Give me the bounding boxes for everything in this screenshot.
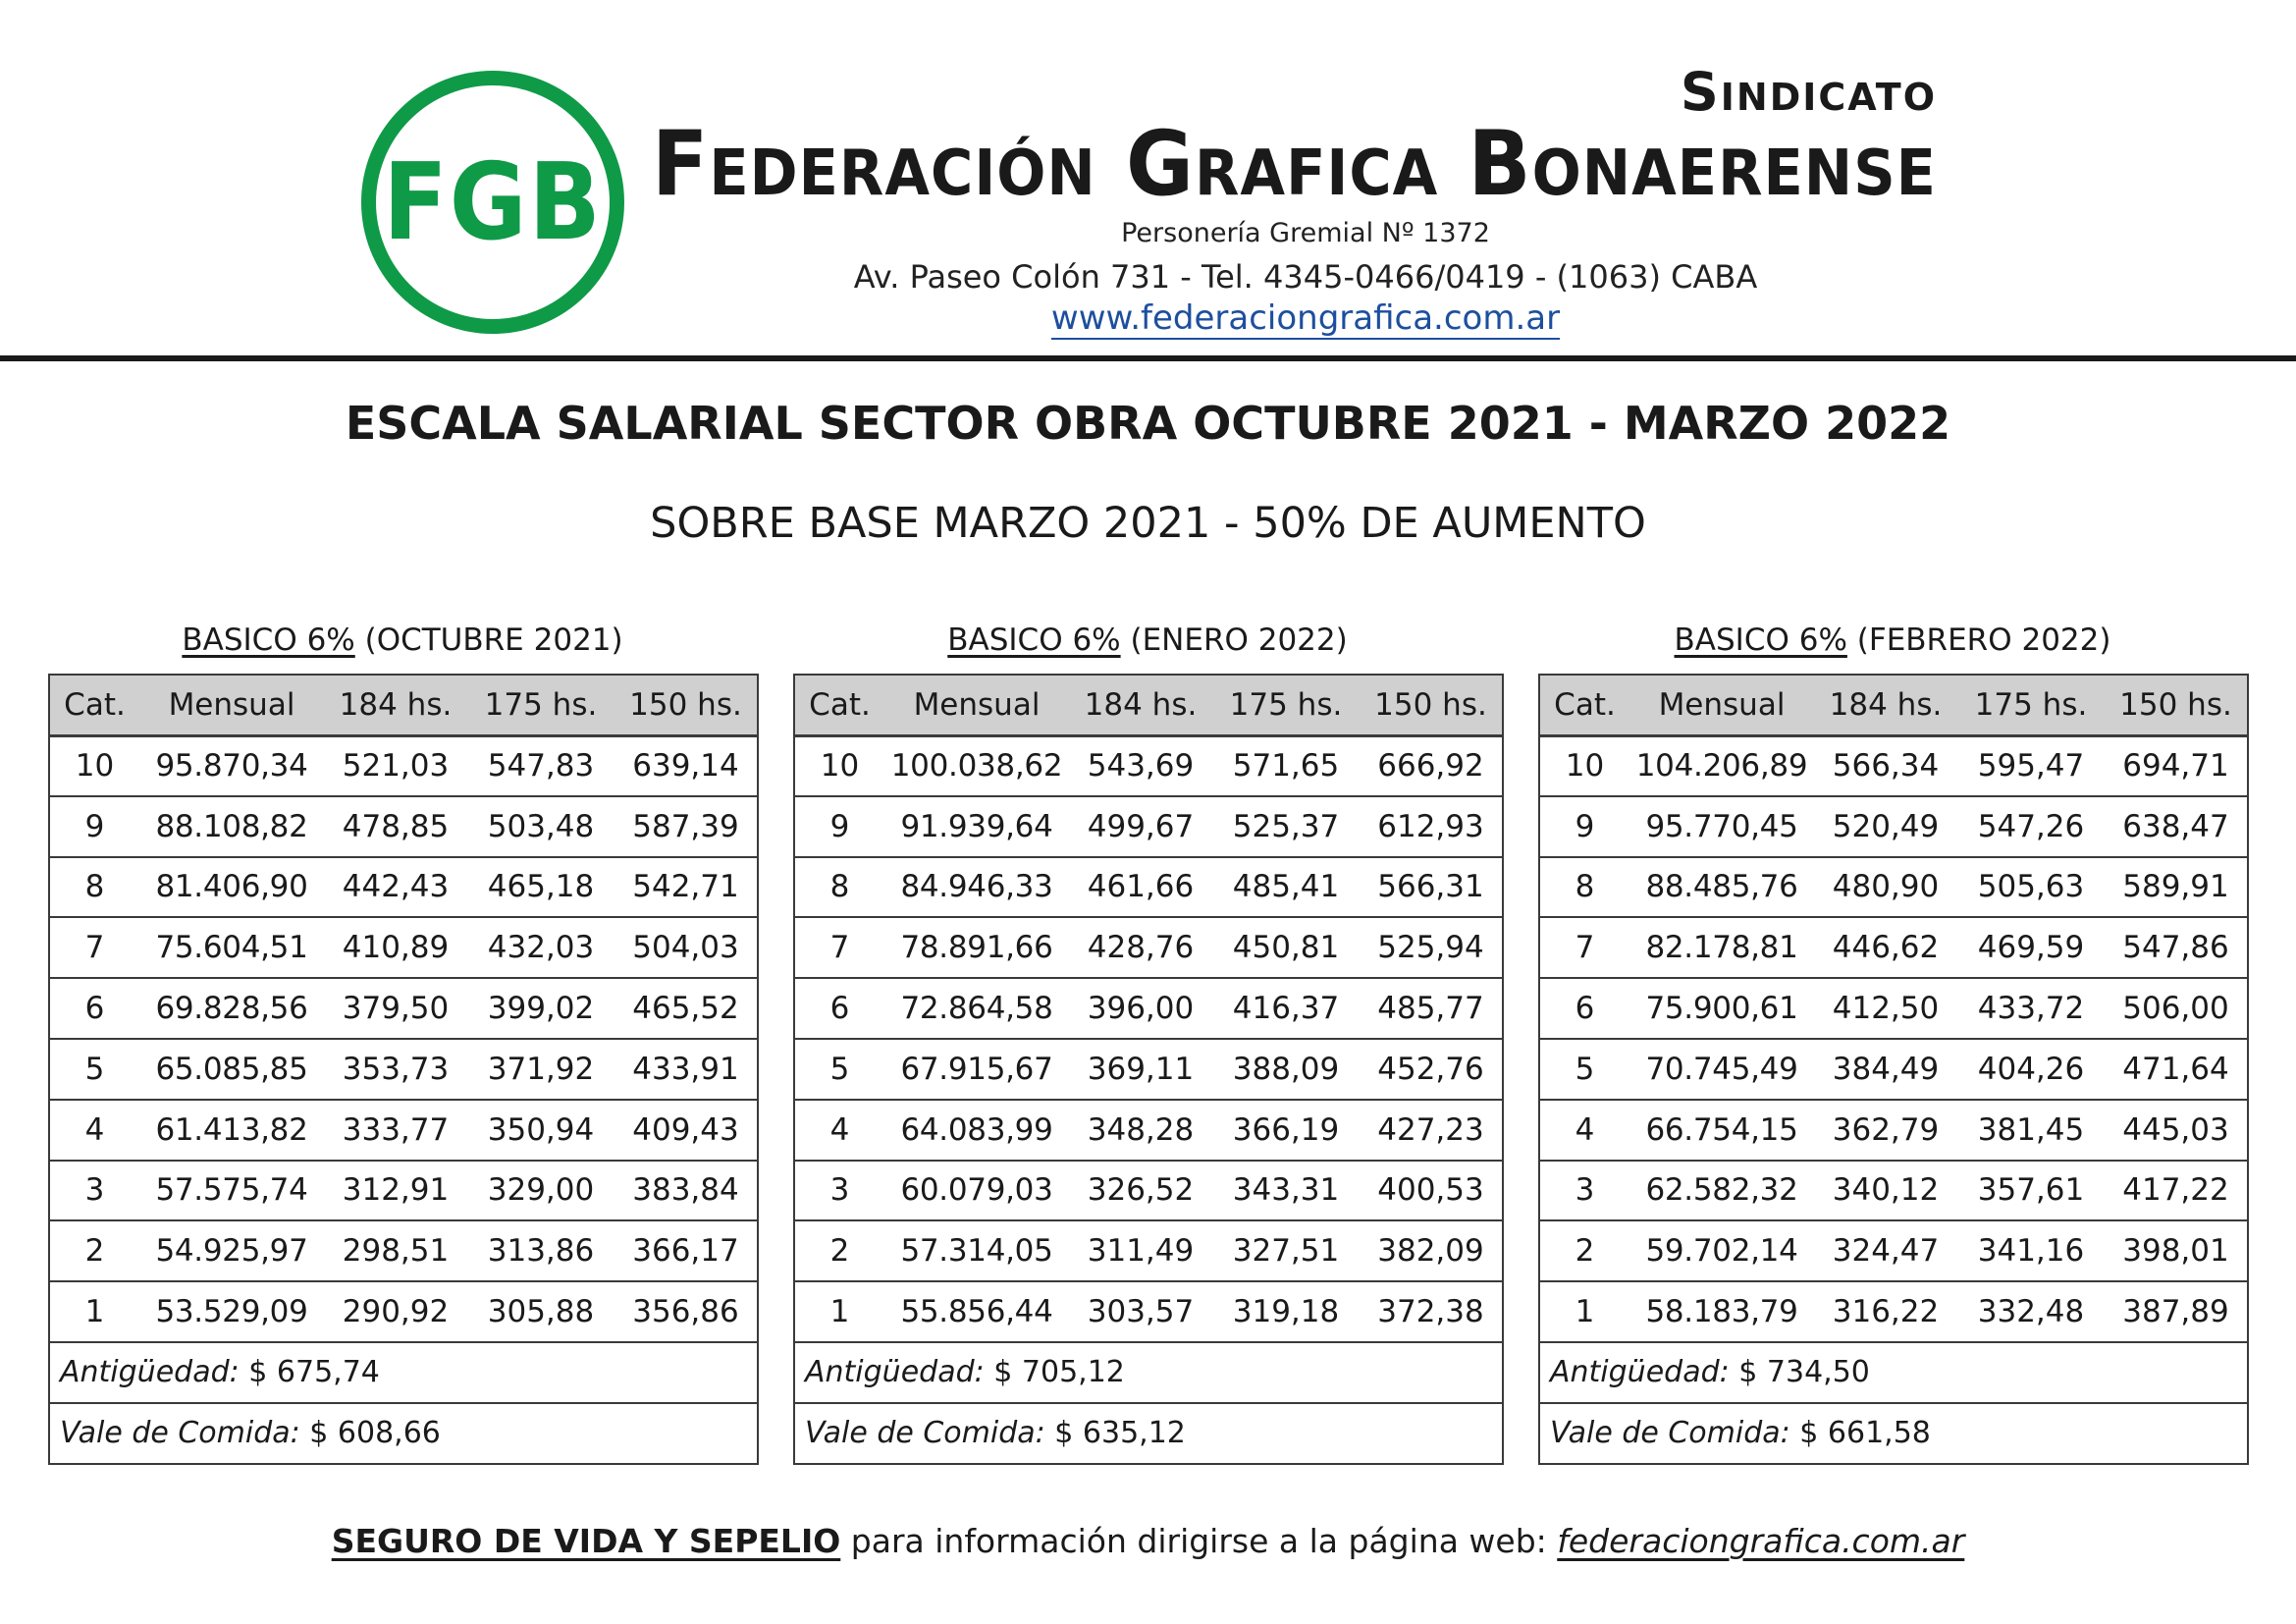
cell-184hs: 384,49 [1814, 1039, 1957, 1100]
column-header-cat: Cat. [49, 675, 139, 735]
cell-175hs: 399,02 [467, 978, 614, 1039]
cell-184hs: 480,90 [1814, 857, 1957, 918]
antiguedad-cell [794, 1342, 1503, 1403]
cell-184hs: 412,50 [1814, 978, 1957, 1039]
cell-150hs: 542,71 [614, 857, 758, 918]
header-divider [0, 355, 2296, 361]
page-subtitle: SOBRE BASE MARZO 2021 - 50% DE AUMENTO [650, 499, 1646, 548]
cell-150hs: 400,53 [1360, 1161, 1503, 1221]
table-heading-period: (ENERO 2022) [1130, 623, 1348, 658]
cell-184hs: 442,43 [324, 857, 467, 918]
cell-mensual: 54.925,97 [139, 1220, 324, 1281]
table-row [1539, 917, 2248, 978]
cell-mensual: 104.206,89 [1629, 735, 1814, 796]
cell-175hs: 416,37 [1212, 978, 1360, 1039]
cell-cat: 8 [794, 857, 884, 918]
table-row [49, 1281, 758, 1342]
cell-175hs: 469,59 [1957, 917, 2105, 978]
cell-cat: 6 [49, 978, 139, 1039]
cell-175hs: 350,94 [467, 1100, 614, 1161]
table-heading-base: BASICO 6% [947, 623, 1121, 658]
vale-comida-value: $ 608,66 [309, 1416, 441, 1451]
antiguedad-value: $ 675,74 [248, 1355, 380, 1390]
cell-cat: 4 [49, 1100, 139, 1161]
cell-mensual: 95.870,34 [139, 735, 324, 796]
column-header-150hs: 150 hs. [1360, 675, 1503, 735]
cell-cat: 1 [794, 1281, 884, 1342]
cell-184hs: 379,50 [324, 978, 467, 1039]
cell-184hs: 543,69 [1069, 735, 1212, 796]
cell-cat: 3 [794, 1161, 884, 1221]
table-row [794, 796, 1503, 857]
vale-comida-label: Vale de Comida: [805, 1416, 1045, 1451]
table-row [49, 1039, 758, 1100]
table-row [1539, 1161, 2248, 1221]
cell-184hs: 362,79 [1814, 1100, 1957, 1161]
cell-175hs: 547,83 [467, 735, 614, 796]
cell-cat: 7 [794, 917, 884, 978]
cell-150hs: 445,03 [2105, 1100, 2248, 1161]
cell-mensual: 64.083,99 [884, 1100, 1069, 1161]
cell-150hs: 372,38 [1360, 1281, 1503, 1342]
column-header-175hs: 175 hs. [467, 675, 614, 735]
fgb-logo [361, 71, 624, 334]
cell-175hs: 432,03 [467, 917, 614, 978]
table-heading-period: (OCTUBRE 2021) [364, 623, 623, 658]
cell-150hs: 506,00 [2105, 978, 2248, 1039]
footer-seguro: SEGURO DE VIDA Y SEPELIO [331, 1522, 841, 1560]
table-row [49, 735, 758, 796]
cell-184hs: 410,89 [324, 917, 467, 978]
table-row [49, 1100, 758, 1161]
column-header-cat: Cat. [1539, 675, 1629, 735]
cell-150hs: 427,23 [1360, 1100, 1503, 1161]
cell-184hs: 326,52 [1069, 1161, 1212, 1221]
cell-150hs: 383,84 [614, 1161, 758, 1221]
cell-mensual: 75.900,61 [1629, 978, 1814, 1039]
antiguedad-row [1539, 1342, 2248, 1403]
cell-150hs: 638,47 [2105, 796, 2248, 857]
salary-panel-enero [793, 621, 1502, 1465]
cell-175hs: 505,63 [1957, 857, 2105, 918]
cell-175hs: 404,26 [1957, 1039, 2105, 1100]
cell-184hs: 340,12 [1814, 1161, 1957, 1221]
cell-175hs: 547,26 [1957, 796, 2105, 857]
column-header-mensual: Mensual [1629, 675, 1814, 735]
cell-mensual: 100.038,62 [884, 735, 1069, 796]
salary-panel-octubre [48, 621, 757, 1465]
cell-mensual: 57.314,05 [884, 1220, 1069, 1281]
table-heading [1538, 621, 2247, 674]
cell-175hs: 571,65 [1212, 735, 1360, 796]
cell-cat: 9 [1539, 796, 1629, 857]
cell-184hs: 324,47 [1814, 1220, 1957, 1281]
table-row [1539, 1281, 2248, 1342]
logo-text: FGB [383, 140, 603, 264]
website-link[interactable]: www.federaciongrafica.com.ar [1050, 298, 1561, 338]
cell-175hs: 305,88 [467, 1281, 614, 1342]
table-row [794, 735, 1503, 796]
cell-mensual: 75.604,51 [139, 917, 324, 978]
cell-150hs: 504,03 [614, 917, 758, 978]
cell-150hs: 452,76 [1360, 1039, 1503, 1100]
vale-comida-cell [1539, 1403, 2248, 1464]
antiguedad-value: $ 705,12 [993, 1355, 1125, 1390]
cell-cat: 1 [1539, 1281, 1629, 1342]
cell-cat: 7 [1539, 917, 1629, 978]
cell-150hs: 589,91 [2105, 857, 2248, 918]
table-row [1539, 978, 2248, 1039]
table-row [794, 1220, 1503, 1281]
column-header-150hs: 150 hs. [614, 675, 758, 735]
cell-cat: 6 [1539, 978, 1629, 1039]
cell-cat: 2 [794, 1220, 884, 1281]
cell-184hs: 316,22 [1814, 1281, 1957, 1342]
table-heading-base: BASICO 6% [1674, 623, 1847, 658]
cell-175hs: 357,61 [1957, 1161, 2105, 1221]
table-heading [48, 621, 757, 674]
antiguedad-label: Antigüedad: [60, 1355, 240, 1390]
cell-184hs: 478,85 [324, 796, 467, 857]
cell-150hs: 433,91 [614, 1039, 758, 1100]
antiguedad-row [49, 1342, 758, 1403]
cell-mensual: 78.891,66 [884, 917, 1069, 978]
cell-cat: 3 [1539, 1161, 1629, 1221]
cell-175hs: 327,51 [1212, 1220, 1360, 1281]
cell-175hs: 595,47 [1957, 735, 2105, 796]
column-header-184hs: 184 hs. [1814, 675, 1957, 735]
cell-184hs: 298,51 [324, 1220, 467, 1281]
cell-cat: 5 [794, 1039, 884, 1100]
table-header-row [1539, 675, 2248, 735]
cell-184hs: 348,28 [1069, 1100, 1212, 1161]
salary-table [793, 674, 1504, 1465]
cell-mensual: 82.178,81 [1629, 917, 1814, 978]
vale-comida-row [794, 1403, 1503, 1464]
table-header-row [49, 675, 758, 735]
cell-cat: 7 [49, 917, 139, 978]
cell-184hs: 290,92 [324, 1281, 467, 1342]
cell-mensual: 55.856,44 [884, 1281, 1069, 1342]
table-row [49, 857, 758, 918]
cell-cat: 1 [49, 1281, 139, 1342]
cell-mensual: 72.864,58 [884, 978, 1069, 1039]
cell-cat: 4 [794, 1100, 884, 1161]
contact-address: Av. Paseo Colón 731 - Tel. 4345-0466/0419 - (1063) CABA [853, 258, 1758, 296]
table-row [794, 1281, 1503, 1342]
column-header-175hs: 175 hs. [1212, 675, 1360, 735]
cell-150hs: 387,89 [2105, 1281, 2248, 1342]
cell-cat: 10 [49, 735, 139, 796]
cell-150hs: 587,39 [614, 796, 758, 857]
cell-184hs: 520,49 [1814, 796, 1957, 857]
table-heading-base: BASICO 6% [182, 623, 355, 658]
cell-175hs: 313,86 [467, 1220, 614, 1281]
cell-184hs: 353,73 [324, 1039, 467, 1100]
cell-184hs: 333,77 [324, 1100, 467, 1161]
cell-184hs: 428,76 [1069, 917, 1212, 978]
column-header-150hs: 150 hs. [2105, 675, 2248, 735]
cell-175hs: 343,31 [1212, 1161, 1360, 1221]
cell-mensual: 67.915,67 [884, 1039, 1069, 1100]
cell-175hs: 485,41 [1212, 857, 1360, 918]
cell-mensual: 88.485,76 [1629, 857, 1814, 918]
website-link-row [687, 298, 1924, 338]
cell-150hs: 366,17 [614, 1220, 758, 1281]
cell-150hs: 409,43 [614, 1100, 758, 1161]
antiguedad-cell [49, 1342, 758, 1403]
cell-175hs: 319,18 [1212, 1281, 1360, 1342]
cell-cat: 6 [794, 978, 884, 1039]
cell-mensual: 70.745,49 [1629, 1039, 1814, 1100]
table-row [1539, 735, 2248, 796]
cell-184hs: 303,57 [1069, 1281, 1212, 1342]
table-row [794, 917, 1503, 978]
page-title: ESCALA SALARIAL SECTOR OBRA OCTUBRE 2021 - MARZO 2022 [345, 397, 1951, 450]
cell-cat: 2 [49, 1220, 139, 1281]
cell-175hs: 341,16 [1957, 1220, 2105, 1281]
table-row [1539, 1220, 2248, 1281]
column-header-mensual: Mensual [884, 675, 1069, 735]
cell-175hs: 388,09 [1212, 1039, 1360, 1100]
antiguedad-label: Antigüedad: [1550, 1355, 1730, 1390]
cell-184hs: 446,62 [1814, 917, 1957, 978]
salary-table [48, 674, 759, 1465]
cell-cat: 10 [1539, 735, 1629, 796]
cell-175hs: 366,19 [1212, 1100, 1360, 1161]
cell-cat: 2 [1539, 1220, 1629, 1281]
org-name: Federación Grafica Bonaerense [651, 112, 1937, 216]
table-row [49, 1161, 758, 1221]
table-row [1539, 1100, 2248, 1161]
table-row [1539, 857, 2248, 918]
cell-175hs: 329,00 [467, 1161, 614, 1221]
cell-184hs: 311,49 [1069, 1220, 1212, 1281]
antiguedad-cell [1539, 1342, 2248, 1403]
salary-panel-febrero [1538, 621, 2247, 1465]
cell-184hs: 369,11 [1069, 1039, 1212, 1100]
cell-150hs: 382,09 [1360, 1220, 1503, 1281]
cell-175hs: 371,92 [467, 1039, 614, 1100]
table-row [49, 796, 758, 857]
table-row [794, 978, 1503, 1039]
table-row [1539, 796, 2248, 857]
column-header-184hs: 184 hs. [324, 675, 467, 735]
cell-mensual: 60.079,03 [884, 1161, 1069, 1221]
cell-mensual: 69.828,56 [139, 978, 324, 1039]
cell-mensual: 65.085,85 [139, 1039, 324, 1100]
cell-mensual: 61.413,82 [139, 1100, 324, 1161]
cell-150hs: 666,92 [1360, 735, 1503, 796]
cell-cat: 5 [1539, 1039, 1629, 1100]
vale-comida-cell [49, 1403, 758, 1464]
cell-mensual: 59.702,14 [1629, 1220, 1814, 1281]
column-header-mensual: Mensual [139, 675, 324, 735]
cell-mensual: 58.183,79 [1629, 1281, 1814, 1342]
cell-150hs: 471,64 [2105, 1039, 2248, 1100]
cell-150hs: 398,01 [2105, 1220, 2248, 1281]
cell-175hs: 525,37 [1212, 796, 1360, 857]
cell-150hs: 566,31 [1360, 857, 1503, 918]
cell-cat: 9 [794, 796, 884, 857]
table-row [1539, 1039, 2248, 1100]
vale-comida-label: Vale de Comida: [60, 1416, 300, 1451]
cell-cat: 3 [49, 1161, 139, 1221]
column-header-cat: Cat. [794, 675, 884, 735]
cell-150hs: 525,94 [1360, 917, 1503, 978]
table-row [794, 1161, 1503, 1221]
footer-note [0, 1522, 2296, 1560]
cell-184hs: 499,67 [1069, 796, 1212, 857]
org-sindicato: Sindicato [1680, 61, 1937, 123]
table-heading-period: (FEBRERO 2022) [1856, 623, 2111, 658]
cell-150hs: 547,86 [2105, 917, 2248, 978]
cell-mensual: 66.754,15 [1629, 1100, 1814, 1161]
table-row [49, 917, 758, 978]
cell-175hs: 465,18 [467, 857, 614, 918]
vale-comida-value: $ 635,12 [1054, 1416, 1186, 1451]
table-row [794, 1100, 1503, 1161]
vale-comida-cell [794, 1403, 1503, 1464]
cell-150hs: 612,93 [1360, 796, 1503, 857]
cell-mensual: 95.770,45 [1629, 796, 1814, 857]
antiguedad-label: Antigüedad: [805, 1355, 985, 1390]
table-row [794, 857, 1503, 918]
footer-web-link[interactable]: federaciongrafica.com.ar [1557, 1522, 1965, 1560]
cell-175hs: 433,72 [1957, 978, 2105, 1039]
table-row [794, 1039, 1503, 1100]
cell-mensual: 88.108,82 [139, 796, 324, 857]
cell-184hs: 312,91 [324, 1161, 467, 1221]
cell-mensual: 57.575,74 [139, 1161, 324, 1221]
cell-184hs: 396,00 [1069, 978, 1212, 1039]
vale-comida-label: Vale de Comida: [1550, 1416, 1790, 1451]
column-header-184hs: 184 hs. [1069, 675, 1212, 735]
cell-mensual: 53.529,09 [139, 1281, 324, 1342]
cell-mensual: 81.406,90 [139, 857, 324, 918]
cell-150hs: 639,14 [614, 735, 758, 796]
personeria-gremial: Personería Gremial Nº 1372 [1121, 218, 1490, 248]
cell-150hs: 485,77 [1360, 978, 1503, 1039]
table-row [49, 1220, 758, 1281]
cell-mensual: 62.582,32 [1629, 1161, 1814, 1221]
cell-cat: 8 [49, 857, 139, 918]
cell-mensual: 84.946,33 [884, 857, 1069, 918]
cell-175hs: 450,81 [1212, 917, 1360, 978]
cell-175hs: 503,48 [467, 796, 614, 857]
cell-150hs: 465,52 [614, 978, 758, 1039]
table-row [49, 978, 758, 1039]
cell-cat: 5 [49, 1039, 139, 1100]
cell-184hs: 521,03 [324, 735, 467, 796]
table-header-row [794, 675, 1503, 735]
cell-184hs: 461,66 [1069, 857, 1212, 918]
cell-175hs: 332,48 [1957, 1281, 2105, 1342]
table-heading [793, 621, 1502, 674]
cell-cat: 10 [794, 735, 884, 796]
cell-150hs: 694,71 [2105, 735, 2248, 796]
antiguedad-value: $ 734,50 [1738, 1355, 1870, 1390]
cell-cat: 9 [49, 796, 139, 857]
cell-150hs: 356,86 [614, 1281, 758, 1342]
footer-text: para información dirigirse a la página web: [850, 1522, 1547, 1560]
cell-175hs: 381,45 [1957, 1100, 2105, 1161]
vale-comida-row [1539, 1403, 2248, 1464]
cell-150hs: 417,22 [2105, 1161, 2248, 1221]
cell-mensual: 91.939,64 [884, 796, 1069, 857]
cell-184hs: 566,34 [1814, 735, 1957, 796]
vale-comida-row [49, 1403, 758, 1464]
cell-cat: 8 [1539, 857, 1629, 918]
salary-table [1538, 674, 2249, 1465]
antiguedad-row [794, 1342, 1503, 1403]
vale-comida-value: $ 661,58 [1799, 1416, 1931, 1451]
cell-cat: 4 [1539, 1100, 1629, 1161]
column-header-175hs: 175 hs. [1957, 675, 2105, 735]
